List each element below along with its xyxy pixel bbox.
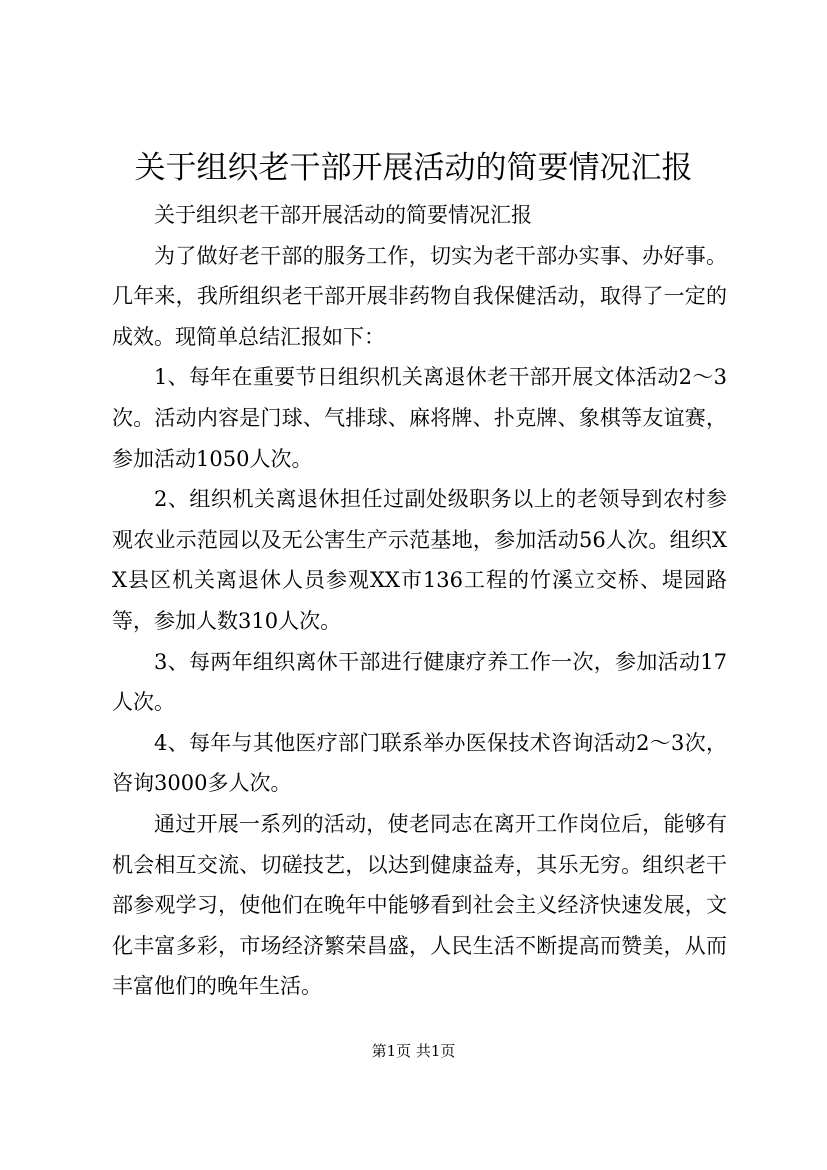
paragraph-item-2: 2、组织机关离退休担任过副处级职务以上的老领导到农村参观农业示范园以及无公害生产示范基地，参加活动56人次。组织XX县区机关离退休人员参观XX市136工程的竹溪立交桥、堤园路等，参加人数310人次。 — [112, 487, 727, 633]
document-title: 关于组织老干部开展活动的简要情况汇报 — [134, 150, 693, 186]
paragraph-item-4: 4、每年与其他医疗部门联系举办医保技术咨询活动2～3次，咨询3000多人次。 — [112, 730, 727, 796]
paragraph-subtitle: 关于组织老干部开展活动的简要情况汇报 — [154, 203, 532, 227]
paragraph-item-3: 3、每两年组织离休干部进行健康疗养工作一次，参加活动17人次。 — [112, 649, 727, 715]
paragraph-conclusion: 通过开展一系列的活动，使老同志在离开工作岗位后，能够有机会相互交流、切磋技艺，以达到健康益寿，其乐无穷。组织老干部参观学习，使他们在晚年中能够看到社会主义经济快速发展，文化丰富多彩，市场经济繁荣昌盛，人民生活不断提高而赞美，从而丰富他们的晚年生活。 — [112, 811, 727, 999]
document-body — [112, 195, 727, 1007]
page-footer: 第1页 共1页 — [371, 1042, 456, 1060]
paragraph-item-1: 1、每年在重要节日组织机关离退休老干部开展文体活动2～3次。活动内容是门球、气排球、麻将牌、扑克牌、象棋等友谊赛，参加活动1050人次。 — [112, 365, 727, 471]
paragraph-intro: 为了做好老干部的服务工作，切实为老干部办实事、办好事。几年来，我所组织老干部开展非药物自我保健活动，取得了一定的成效。现简单总结汇报如下： — [112, 243, 727, 349]
